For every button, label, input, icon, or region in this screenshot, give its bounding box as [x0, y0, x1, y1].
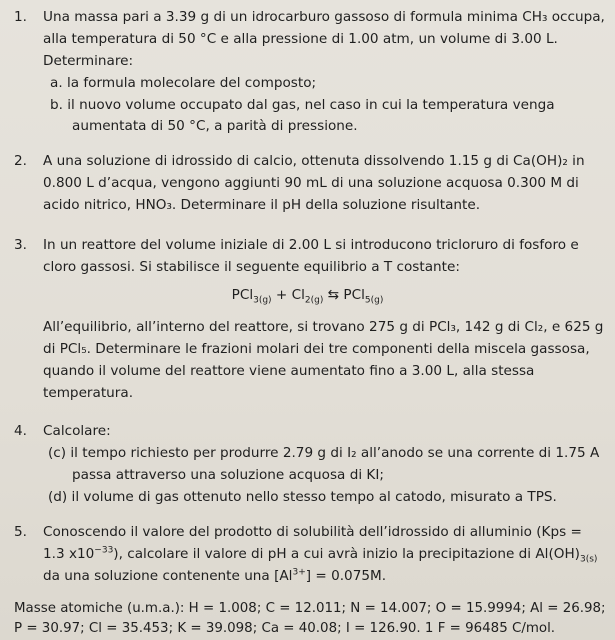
problem-5-line-3-text: da una soluzione contenente una [Al: [43, 568, 293, 584]
problem-2-line-2: 0.800 L d’acqua, vengono aggiunti 90 mL di una soluzione acquosa 0.300 M di: [43, 175, 579, 191]
ksp-exponent: −33: [94, 545, 114, 556]
problem-4-item-d: (d) il volume di gas ottenuto nello stesso tempo al catodo, misurato a TPS.: [48, 489, 557, 505]
problem-4-item-c-cont: passa attraverso una soluzione acquosa di KI;: [72, 467, 384, 483]
problem-3-line-1: In un reattore del volume iniziale di 2.00 L si introducono tricloruro di fosforo e: [43, 237, 579, 253]
problem-4-number: 4.: [14, 423, 27, 439]
problem-5-number: 5.: [14, 524, 27, 540]
problem-4-item-c: (c) il tempo richiesto per produrre 2.79 g di I₂ all’anodo se una corrente di 1.75 A: [48, 445, 600, 461]
problem-1-line-2: alla temperatura di 50 °C e alla pressione di 1.00 atm, un volume di 3.00 L.: [43, 31, 558, 47]
problem-3-line-5: quando il volume del reattore viene aumentato fino a 3.00 L, alla stessa: [43, 363, 535, 379]
problem-1-item-b: b. il nuovo volume occupato dal gas, nel caso in cui la temperatura venga: [50, 97, 555, 113]
eq-pcl5-sub: 5(g): [364, 295, 384, 306]
eq-pcl5: PCl: [343, 287, 365, 303]
problem-2-line-1: A una soluzione di idrossido di calcio, ottenuta dissolvendo 1.15 g di Ca(OH)₂ in: [43, 153, 585, 169]
problem-1-line-3: Determinare:: [43, 53, 134, 69]
eq-arrow: ⇆: [323, 287, 344, 303]
problem-3-line-6: temperatura.: [43, 385, 134, 401]
problem-3-line-3: All’equilibrio, all’interno del reattore, si trovano 275 g di PCl₃, 142 g di Cl₂, e 625 g: [43, 319, 604, 335]
problem-1-line-1: Una massa pari a 3.39 g di un idrocarburo gassoso di formula minima CH₃ occupa,: [43, 9, 605, 25]
eq-plus: +: [271, 287, 292, 303]
al-concentration: ] = 0.075M.: [305, 568, 387, 584]
problem-5-line-2: [43, 545, 597, 563]
eq-cl2-sub: 2(g): [304, 295, 324, 306]
problem-2-line-3: acido nitrico, HNO₃. Determinare il pH della soluzione risultante.: [43, 197, 481, 213]
problem-5-line-3: [43, 567, 386, 585]
eq-pcl3-sub: 3(g): [253, 295, 272, 306]
problem-1-item-a: a. la formula molecolare del composto;: [50, 75, 317, 91]
problem-3-line-4: di PCl₅. Determinare le frazioni molari dei tre componenti della miscela gassosa,: [43, 341, 590, 357]
problem-1-item-b-cont: aumentata di 50 °C, a parità di pressione.: [72, 118, 358, 134]
atomic-masses-line-2: P = 30.97; Cl = 35.453; K = 39.098; Ca = 40.08; I = 126.90. 1 F = 96485 C/mol.: [14, 621, 556, 636]
problem-3-number: 3.: [14, 237, 27, 253]
problem-5-line-2-text: ), calcolare il valore di pH a cui avrà inizio la precipitazione di Al(OH): [113, 546, 580, 562]
al-charge: 3+: [292, 567, 306, 578]
aloh3-sub: 3(s): [579, 554, 598, 565]
problem-3-line-2: cloro gassosi. Si stabilisce il seguente equilibrio a T costante:: [43, 259, 460, 275]
problem-2-number: 2.: [14, 153, 27, 169]
problem-4-line-1: Calcolare:: [43, 423, 111, 439]
eq-pcl3: PCl: [231, 287, 254, 303]
eq-cl2: Cl: [291, 287, 305, 303]
ksp-mantissa: 1.3 x10: [43, 546, 95, 562]
atomic-masses-line-1: Masse atomiche (u.m.a.): H = 1.008; C = 12.011; N = 14.007; O = 15.9994; Al = 26.98;: [14, 601, 606, 616]
equilibrium-equation: [0, 286, 615, 304]
problem-5-line-1: Conoscendo il valore del prodotto di solubilità dell’idrossido di alluminio (Kps =: [43, 524, 582, 540]
problem-1-number: 1.: [14, 9, 27, 25]
